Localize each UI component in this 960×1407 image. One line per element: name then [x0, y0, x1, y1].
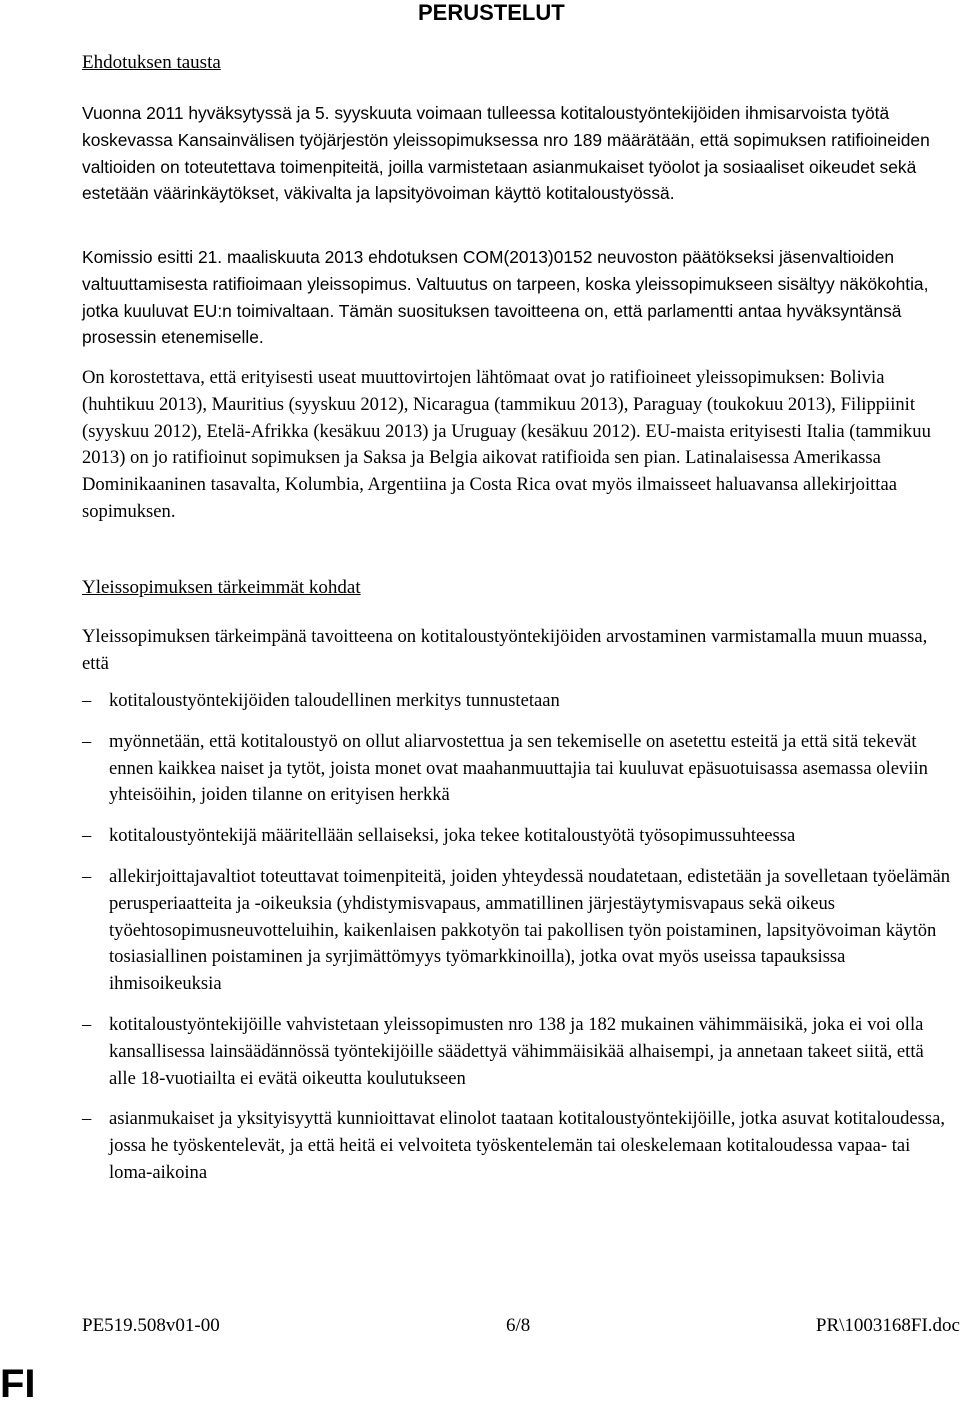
- section-heading-background: Ehdotuksen tausta: [82, 52, 221, 73]
- list-item-text: allekirjoittajavaltiot toteuttavat toimenpiteitä, joiden yhteydessä noudatetaan, edistetään ja sovelletaan työelämän perusperiaatteita ja -oikeuksia (yhdistymisvapaus, ammatillinen järjestäytymisvapaus sekä oikeus työehtosopimusneuvotteluihin, kaikenlaisen pakkotyön tai pakollisen työn poistaminen, lapsityövoiman käytön tosiasiallinen poistaminen ja syrjimättömyys työmarkkinoilla), jotka ovat myös useissa tapauksissa ihmisoikeuksia: [109, 865, 951, 995]
- page-title: PERUSTELUT: [418, 0, 565, 25]
- dash-bullet-icon: –: [82, 825, 92, 847]
- dash-bullet-icon: –: [82, 865, 92, 887]
- dash-bullet-icon: –: [82, 690, 92, 711]
- footer-file-reference: PR\1003168FI.doc: [815, 1315, 960, 1336]
- dash-bullet-icon: –: [82, 1108, 92, 1130]
- list-item: [82, 823, 954, 850]
- paragraph-convention-intro: Vuonna 2011 hyväksytyssä ja 5. syyskuuta voimaan tulleessa kotitaloustyöntekijöiden ihmisarvoista työtä koskevassa Kansainvälisen työjärjestön yleissopimuksessa nro 189 määrätään, että sopimuksen ratifioineiden valtioiden on toteutettava toimenpiteitä, joilla varmistetaan asianmukaiset työolot ja sosiaaliset oikeudet sekä estetään väärinkäytökset, väkivalta ja lapsityövoiman käyttö kotitaloustyössä.: [82, 103, 930, 204]
- dash-bullet-icon: –: [82, 730, 92, 752]
- list-item-text: asianmukaiset ja yksityisyyttä kunnioittavat elinolot taataan kotitaloustyöntekijöille, jotka asuvat kotitaloudessa, jossa he työskentelevät, ja että heitä ei velvoiteta työskentelemän tai oleskelemaan kotitaloudessa vapaa- tai loma-aikoina: [109, 1108, 946, 1183]
- list-item-text: myönnetään, että kotitaloustyö on ollut aliarvostettua ja sen tekemiselle on asetettu esteitä ja että sitä tekevät ennen kaikkea naiset ja tytöt, joista monet ovat maahanmuuttajia tai kuuluvat epäsuotuisassa asemassa oleviin yhteisöihin, joiden tilanne on erityisen herkkä: [109, 730, 928, 806]
- footer-page-number: 6/8: [506, 1315, 531, 1336]
- paragraph-ratifying-countries: On korostettava, että erityisesti useat muuttovirtojen lähtömaat ovat jo ratifioineet yleissopimuksen: Bolivia (huhtikuu 2013), Mauritius (syyskuu 2012), Nicaragua (tammikuu 2013), Paraguay (toukokuu 2013), Filippiinit (syyskuu 2012), Etelä-Afrikka (kesäkuu 2013) ja Uruguay (kesäkuu 2012). EU-maista erityisesti Italia (tammikuu 2013) on jo ratifioinut sopimuksen ja Saksa ja Belgia aikovat ratifioida sen pian. Latinalaisessa Amerikassa Dominikaaninen tasavalta, Kolumbia, Argentiina ja Costa Rica ovat myös ilmaisseet haluavansa allekirjoittaa sopimuksen.: [82, 367, 931, 522]
- paragraph-commission-proposal: Komissio esitti 21. maaliskuuta 2013 ehdotuksen COM(2013)0152 neuvoston päätökseksi jäsenvaltioiden valtuuttamisesta ratifioimaan yleissopimus. Valtuutus on tarpeen, koska yleissopimukseen sisältyy näkökohtia, jotka kuuluvat EU:n toimivaltaan. Tämän suosituksen tavoitteena on, että parlamentti antaa hyväksyntänsä prosessin etenemiselle.: [82, 247, 929, 348]
- list-item-text: kotitaloustyöntekijöiden taloudellinen merkitys tunnustetaan: [109, 690, 560, 711]
- key-points-list: [82, 688, 954, 1187]
- section-heading-key-points: Yleissopimuksen tärkeimmät kohdat: [82, 577, 361, 598]
- list-item: [82, 1106, 954, 1186]
- list-item: [82, 729, 954, 809]
- footer-document-reference: PE519.508v01-00: [82, 1315, 220, 1336]
- list-item-text: kotitaloustyöntekijöille vahvistetaan yleissopimusten nro 138 ja 182 mukainen vähimmäisikä, joka ei voi olla kansallisessa lainsäädännössä työntekijöille säädettyä vähimmäisikää alhaisempi, ja annetaan takeet siitä, että alle 18-vuotiailta ei evätä oikeutta koulutukseen: [109, 1013, 924, 1089]
- language-code: FI: [0, 1362, 36, 1406]
- list-item-text: kotitaloustyöntekijä määritellään sellaiseksi, joka tekee kotitaloustyötä työsopimussuhteessa: [109, 825, 796, 847]
- paragraph-key-points-intro: Yleissopimuksen tärkeimpänä tavoitteena on kotitaloustyöntekijöiden arvostaminen varmistamalla muun muassa, että: [82, 626, 928, 674]
- dash-bullet-icon: –: [82, 1013, 92, 1035]
- list-item: [82, 1012, 954, 1092]
- list-item: [82, 864, 954, 998]
- list-item: [82, 688, 954, 715]
